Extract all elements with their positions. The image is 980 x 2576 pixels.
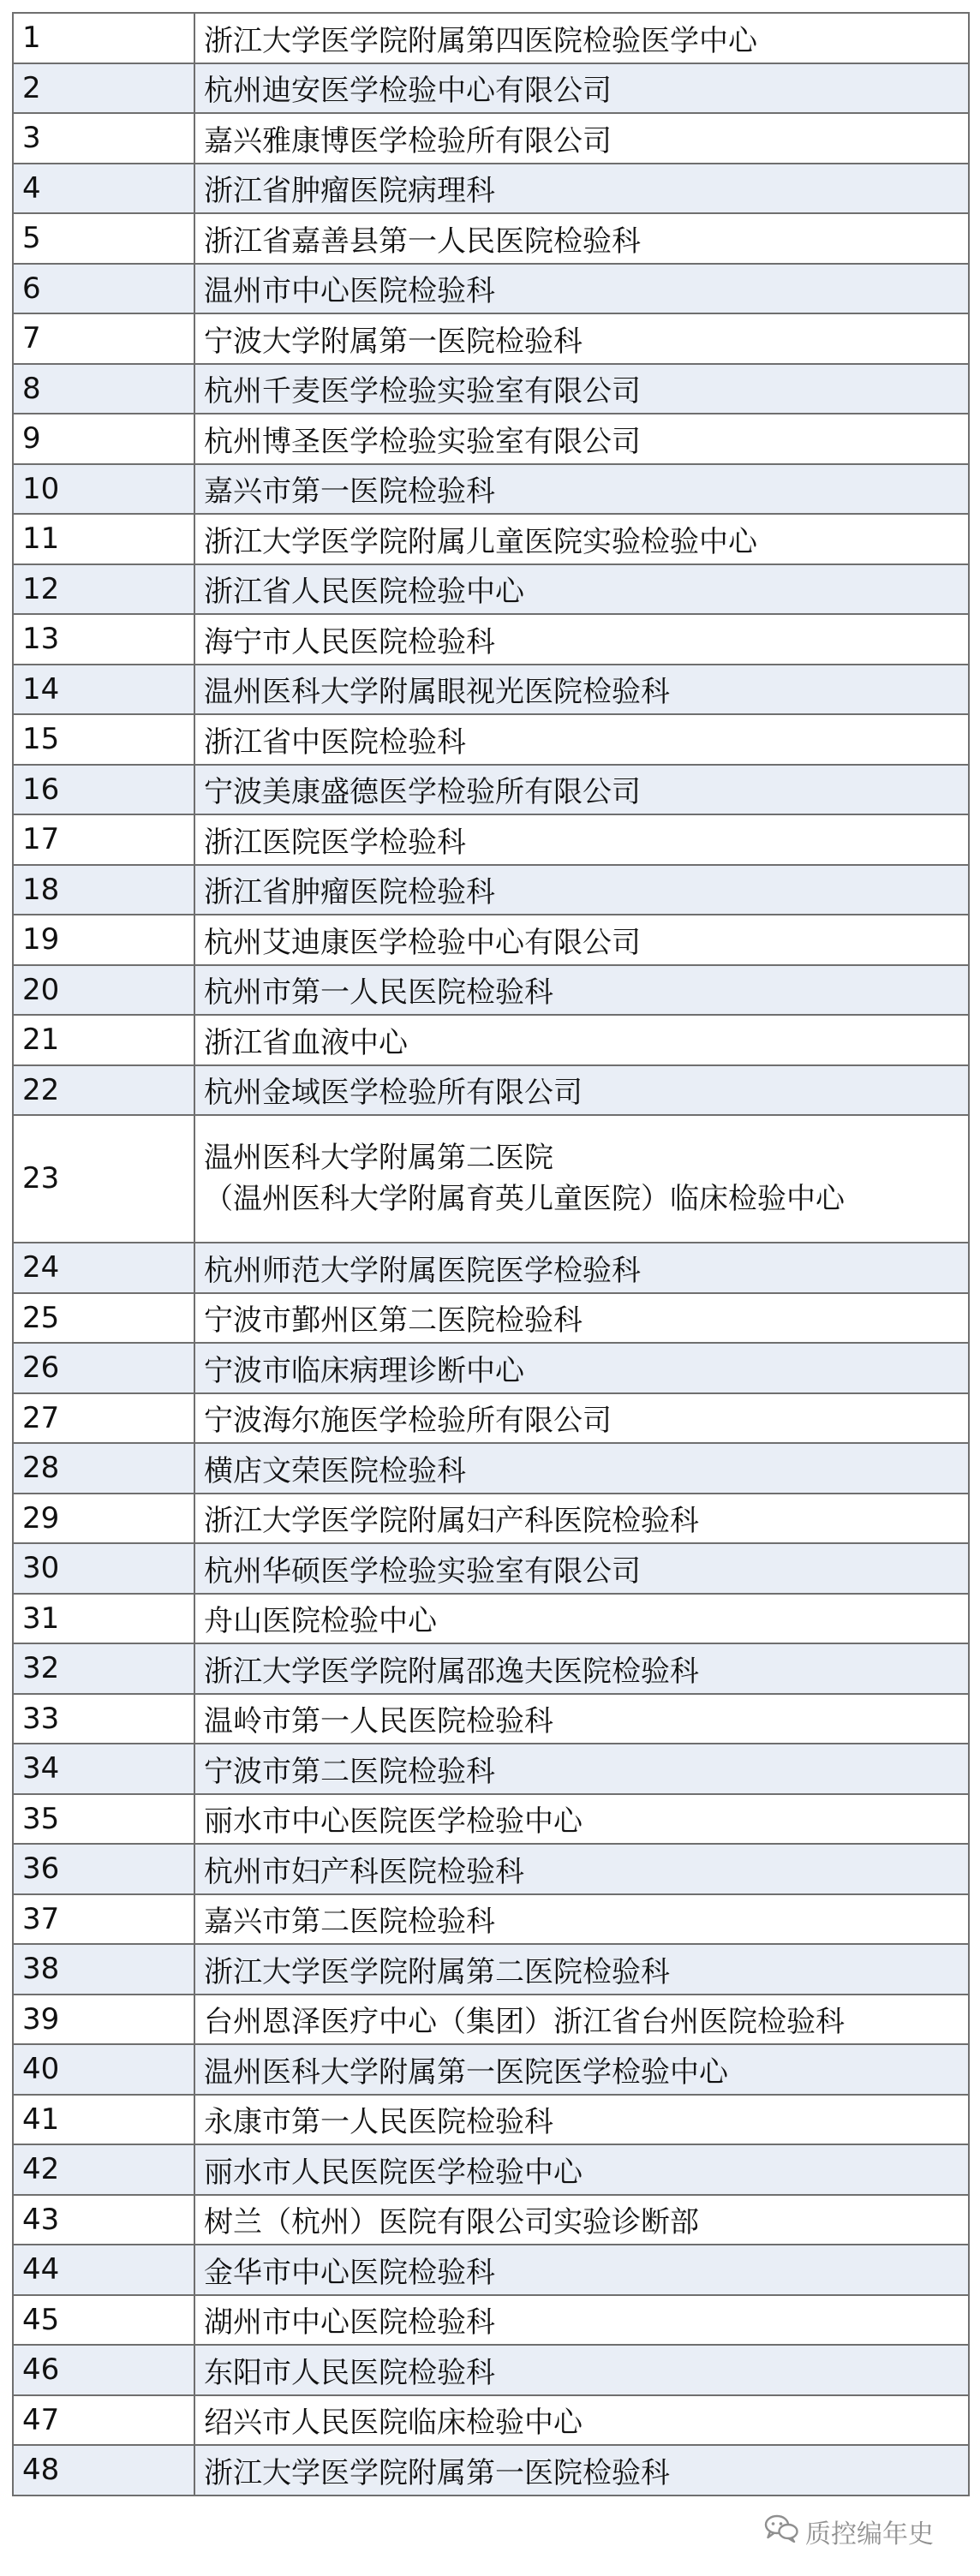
watermark [764, 2513, 934, 2550]
row-number: 5 [13, 213, 194, 264]
row-number: 44 [13, 2245, 194, 2295]
table-row [13, 264, 969, 314]
table-row [13, 213, 969, 264]
row-number: 17 [13, 814, 194, 865]
row-number: 31 [13, 1594, 194, 1644]
table-row [13, 1744, 969, 1794]
row-number: 4 [13, 164, 194, 214]
institution-name: 树兰（杭州）医院有限公司实验诊断部 [194, 2195, 969, 2245]
institution-name: 东阳市人民医院检验科 [194, 2345, 969, 2395]
institution-name: 杭州博圣医学检验实验室有限公司 [194, 414, 969, 464]
row-number: 30 [13, 1543, 194, 1594]
institution-name: 金华市中心医院检验科 [194, 2245, 969, 2295]
table-row [13, 1065, 969, 1116]
row-number: 45 [13, 2295, 194, 2346]
table-row [13, 2445, 969, 2496]
row-number: 48 [13, 2445, 194, 2496]
table-row [13, 414, 969, 464]
institution-name: 杭州市妇产科医院检验科 [194, 1844, 969, 1894]
table-row [13, 2345, 969, 2395]
row-number: 29 [13, 1494, 194, 1544]
table-row [13, 2295, 969, 2346]
table-row [13, 1293, 969, 1344]
table-row [13, 1443, 969, 1494]
row-number: 33 [13, 1694, 194, 1744]
row-number: 2 [13, 63, 194, 114]
institution-name: 嘉兴市第二医院检验科 [194, 1894, 969, 1945]
row-number: 25 [13, 1293, 194, 1344]
table-row [13, 13, 969, 63]
institution-name: 浙江医院医学检验科 [194, 814, 969, 865]
table-row [13, 564, 969, 615]
table-row [13, 514, 969, 564]
institution-name-line: （温州医科大学附属育英儿童医院）临床检验中心 [204, 1181, 845, 1216]
institution-name: 杭州千麦医学检验实验室有限公司 [194, 364, 969, 414]
row-number: 46 [13, 2345, 194, 2395]
institution-name [194, 1115, 969, 1243]
institution-name: 宁波美康盛德医学检验所有限公司 [194, 765, 969, 815]
institution-name: 浙江省嘉善县第一人民医院检验科 [194, 213, 969, 264]
institution-name: 浙江大学医学院附属妇产科医院检验科 [194, 1494, 969, 1544]
institution-name: 横店文荣医院检验科 [194, 1443, 969, 1494]
row-number: 32 [13, 1643, 194, 1694]
row-number: 24 [13, 1243, 194, 1293]
table-row [13, 965, 969, 1016]
watermark-text: 质控编年史 [805, 2519, 934, 2549]
table-row [13, 1594, 969, 1644]
table-row [13, 1643, 969, 1694]
row-number: 35 [13, 1794, 194, 1845]
row-number: 28 [13, 1443, 194, 1494]
institution-name: 杭州金域医学检验所有限公司 [194, 1065, 969, 1116]
institution-name-line: 温州医科大学附属第二医院 [204, 1140, 553, 1175]
institution-name: 杭州艾迪康医学检验中心有限公司 [194, 915, 969, 965]
row-number: 20 [13, 965, 194, 1016]
institution-name: 丽水市人民医院医学检验中心 [194, 2144, 969, 2195]
table-row [13, 1844, 969, 1894]
institution-name: 宁波海尔施医学检验所有限公司 [194, 1393, 969, 1444]
institution-name: 浙江大学医学院附属儿童医院实验检验中心 [194, 514, 969, 564]
row-number: 21 [13, 1015, 194, 1065]
table-row [13, 1494, 969, 1544]
row-number: 13 [13, 614, 194, 665]
table-body [13, 13, 969, 2496]
institution-name: 温州医科大学附属第一医院医学检验中心 [194, 2044, 969, 2095]
table-row [13, 714, 969, 765]
row-number: 11 [13, 514, 194, 564]
table-row [13, 364, 969, 414]
table-row [13, 1995, 969, 2045]
row-number: 42 [13, 2144, 194, 2195]
row-number: 23 [13, 1115, 194, 1243]
institution-name: 杭州迪安医学检验中心有限公司 [194, 63, 969, 114]
table-row [13, 865, 969, 915]
table-row [13, 464, 969, 515]
institution-name: 浙江省血液中心 [194, 1015, 969, 1065]
row-number: 26 [13, 1343, 194, 1393]
institution-name: 浙江省人民医院检验中心 [194, 564, 969, 615]
table-row [13, 1015, 969, 1065]
institution-name: 杭州华硕医学检验实验室有限公司 [194, 1543, 969, 1594]
table-row [13, 1393, 969, 1444]
row-number: 7 [13, 313, 194, 364]
institution-name: 宁波市临床病理诊断中心 [194, 1343, 969, 1393]
table-row [13, 2144, 969, 2195]
institution-name: 杭州市第一人民医院检验科 [194, 965, 969, 1016]
row-number: 27 [13, 1393, 194, 1444]
row-number: 19 [13, 915, 194, 965]
table-row [13, 2044, 969, 2095]
row-number: 9 [13, 414, 194, 464]
row-number: 3 [13, 113, 194, 164]
institution-name: 嘉兴雅康博医学检验所有限公司 [194, 113, 969, 164]
table-row [13, 2095, 969, 2145]
institution-name: 浙江省中医院检验科 [194, 714, 969, 765]
row-number: 37 [13, 1894, 194, 1945]
institution-name: 台州恩泽医疗中心（集团）浙江省台州医院检验科 [194, 1995, 969, 2045]
institution-name: 宁波市第二医院检验科 [194, 1744, 969, 1794]
lab-list-table [12, 12, 970, 2496]
row-number: 15 [13, 714, 194, 765]
table-row [13, 63, 969, 114]
table-row [13, 2195, 969, 2245]
row-number: 18 [13, 865, 194, 915]
row-number: 41 [13, 2095, 194, 2145]
row-number: 43 [13, 2195, 194, 2245]
institution-name: 舟山医院检验中心 [194, 1594, 969, 1644]
institution-name: 海宁市人民医院检验科 [194, 614, 969, 665]
institution-name: 温岭市第一人民医院检验科 [194, 1694, 969, 1744]
table-row [13, 814, 969, 865]
row-number: 12 [13, 564, 194, 615]
row-number: 8 [13, 364, 194, 414]
institution-name: 杭州师范大学附属医院医学检验科 [194, 1243, 969, 1293]
table-row [13, 2395, 969, 2446]
institution-name: 浙江大学医学院附属第二医院检验科 [194, 1944, 969, 1995]
table-row [13, 665, 969, 715]
table-row [13, 313, 969, 364]
institution-name: 宁波大学附属第一医院检验科 [194, 313, 969, 364]
institution-name: 永康市第一人民医院检验科 [194, 2095, 969, 2145]
row-number: 22 [13, 1065, 194, 1116]
institution-name: 丽水市中心医院医学检验中心 [194, 1794, 969, 1845]
table-row [13, 1243, 969, 1293]
institution-name: 温州市中心医院检验科 [194, 264, 969, 314]
table-row [13, 614, 969, 665]
institution-name: 湖州市中心医院检验科 [194, 2295, 969, 2346]
row-number: 6 [13, 264, 194, 314]
institution-name: 浙江省肿瘤医院病理科 [194, 164, 969, 214]
table-row [13, 2245, 969, 2295]
table-row [13, 1794, 969, 1845]
row-number: 36 [13, 1844, 194, 1894]
institution-name: 绍兴市人民医院临床检验中心 [194, 2395, 969, 2446]
table-row [13, 1115, 969, 1243]
row-number: 10 [13, 464, 194, 515]
row-number: 14 [13, 665, 194, 715]
table-row [13, 1944, 969, 1995]
institution-name: 宁波市鄞州区第二医院检验科 [194, 1293, 969, 1344]
table-row [13, 1543, 969, 1594]
institution-name: 温州医科大学附属眼视光医院检验科 [194, 665, 969, 715]
row-number: 38 [13, 1944, 194, 1995]
table-row [13, 1694, 969, 1744]
table-row [13, 1894, 969, 1945]
table-row [13, 164, 969, 214]
institution-name: 浙江省肿瘤医院检验科 [194, 865, 969, 915]
institution-name: 浙江大学医学院附属第四医院检验医学中心 [194, 13, 969, 63]
institution-name: 浙江大学医学院附属邵逸夫医院检验科 [194, 1643, 969, 1694]
chat-bubbles-icon [764, 2513, 798, 2549]
institution-name: 浙江大学医学院附属第一医院检验科 [194, 2445, 969, 2496]
row-number: 40 [13, 2044, 194, 2095]
row-number: 39 [13, 1995, 194, 2045]
row-number: 1 [13, 13, 194, 63]
table-row [13, 1343, 969, 1393]
table-row [13, 113, 969, 164]
table-row [13, 915, 969, 965]
institution-name: 嘉兴市第一医院检验科 [194, 464, 969, 515]
row-number: 47 [13, 2395, 194, 2446]
row-number: 34 [13, 1744, 194, 1794]
table-row [13, 765, 969, 815]
row-number: 16 [13, 765, 194, 815]
